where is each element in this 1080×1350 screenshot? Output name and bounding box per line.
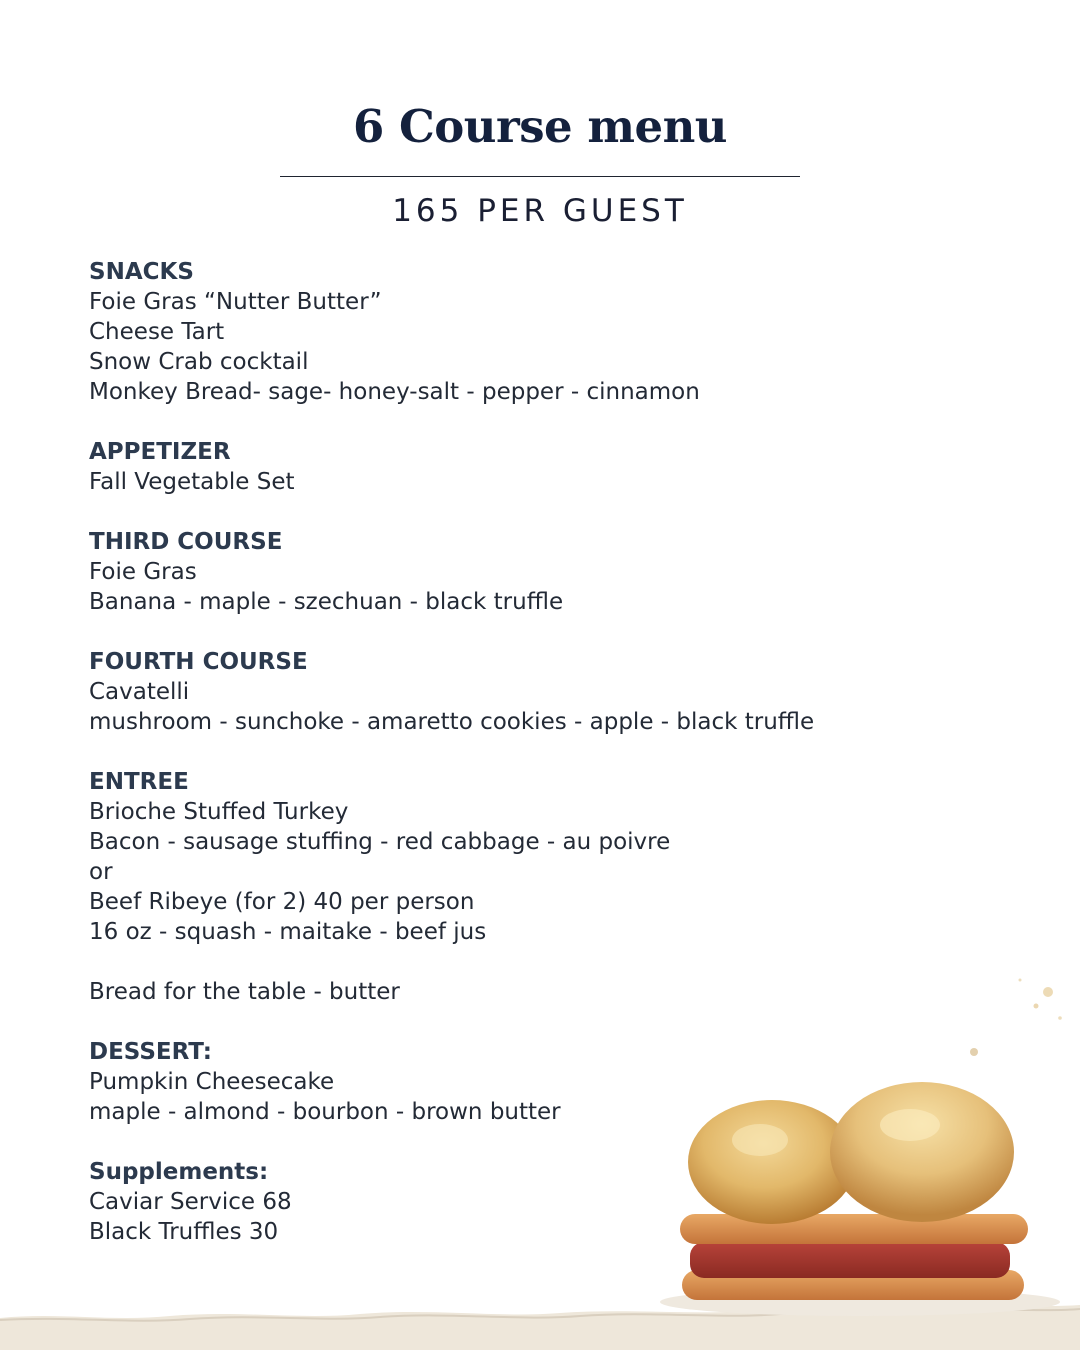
menu-item: maple - almond - bourbon - brown butter: [89, 1099, 561, 1125]
menu-item: Snow Crab cocktail: [89, 349, 309, 375]
menu-item: Foie Gras: [89, 559, 197, 585]
section-snacks: [89, 257, 989, 407]
menu-item: Caviar Service 68: [89, 1189, 292, 1215]
section-heading: APPETIZER: [89, 439, 231, 465]
spacer: [89, 947, 989, 977]
menu-item: Cheese Tart: [89, 319, 225, 345]
menu-item: mushroom - sunchoke - amaretto cookies - apple - black truffle: [89, 709, 815, 735]
menu-item: Black Truffles 30: [89, 1219, 279, 1245]
section-third-course: [89, 527, 989, 617]
menu-item: or: [89, 859, 113, 885]
section-heading: FOURTH COURSE: [89, 649, 308, 675]
cookie-sandwich-icon: [660, 1070, 1060, 1320]
menu-item: Banana - maple - szechuan - black truffle: [89, 589, 564, 615]
section-appetizer: [89, 437, 989, 497]
menu-item: Monkey Bread- sage- honey-salt - pepper - cinnamon: [89, 379, 700, 405]
menu-item: 16 oz - squash - maitake - beef jus: [89, 919, 487, 945]
section-heading: Supplements:: [89, 1159, 269, 1185]
section-heading: ENTREE: [89, 769, 189, 795]
section-heading: SNACKS: [89, 259, 194, 285]
menu-item: Foie Gras “Nutter Butter”: [89, 289, 382, 315]
title-divider: [280, 176, 800, 177]
menu-item: Bacon - sausage stuffing - red cabbage - au poivre: [89, 829, 671, 855]
price-per-guest: 165 PER GUEST: [392, 193, 688, 229]
menu-item: Pumpkin Cheesecake: [89, 1069, 335, 1095]
section-entree: [89, 767, 989, 1007]
menu-item: Fall Vegetable Set: [89, 469, 295, 495]
menu-item-bread: Bread for the table - butter: [89, 979, 400, 1005]
section-heading: DESSERT:: [89, 1039, 212, 1065]
ink-splatter-decoration: [960, 960, 1080, 1080]
section-heading: THIRD COURSE: [89, 529, 283, 555]
menu-item: Beef Ribeye (for 2) 40 per person: [89, 889, 475, 915]
section-fourth-course: [89, 647, 989, 737]
menu-title: 6 Course menu: [352, 100, 728, 153]
menu-item: Brioche Stuffed Turkey: [89, 799, 349, 825]
menu-item: Cavatelli: [89, 679, 190, 705]
